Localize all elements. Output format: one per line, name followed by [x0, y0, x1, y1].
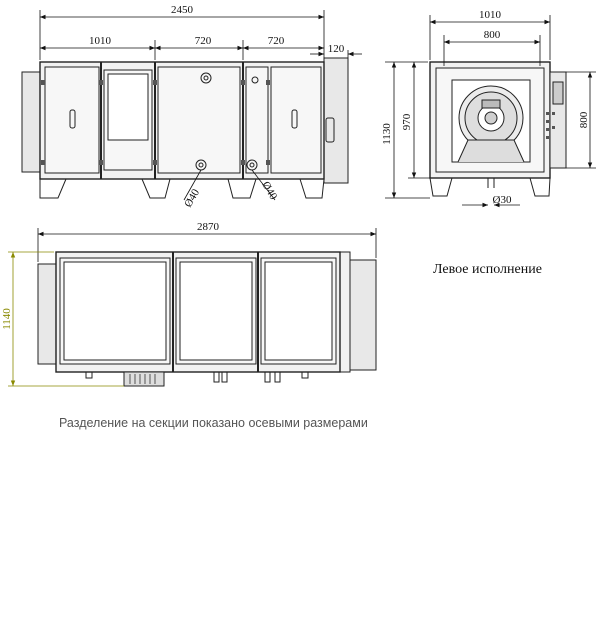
dim-side-width: 1010	[479, 9, 501, 21]
front-view	[22, 58, 348, 198]
dim-height-outlet: 800	[578, 111, 590, 129]
dim-overall-length: 2450	[171, 4, 193, 16]
variant-label: Левое исполнение	[433, 262, 542, 277]
top-view	[38, 252, 376, 386]
dim-top-width: 1140	[1, 308, 13, 330]
dim-pipe-right: Ø40	[259, 179, 280, 202]
dim-side-inner-width: 800	[483, 29, 501, 41]
side-view	[430, 62, 566, 196]
dim-section-2: 720	[194, 35, 212, 47]
dim-height-total: 1130	[381, 123, 393, 145]
dim-top-length: 2870	[197, 221, 219, 233]
dim-height-body: 970	[401, 113, 413, 131]
dim-section-1: 1010	[89, 35, 111, 47]
dim-drain: Ø30	[492, 194, 512, 206]
section-note: Разделение на секции показано осевыми размерами	[59, 416, 368, 430]
dim-section-3: 720	[267, 35, 285, 47]
dim-pipe-left: Ø40	[182, 187, 203, 210]
dim-outlet: 120	[327, 43, 345, 55]
